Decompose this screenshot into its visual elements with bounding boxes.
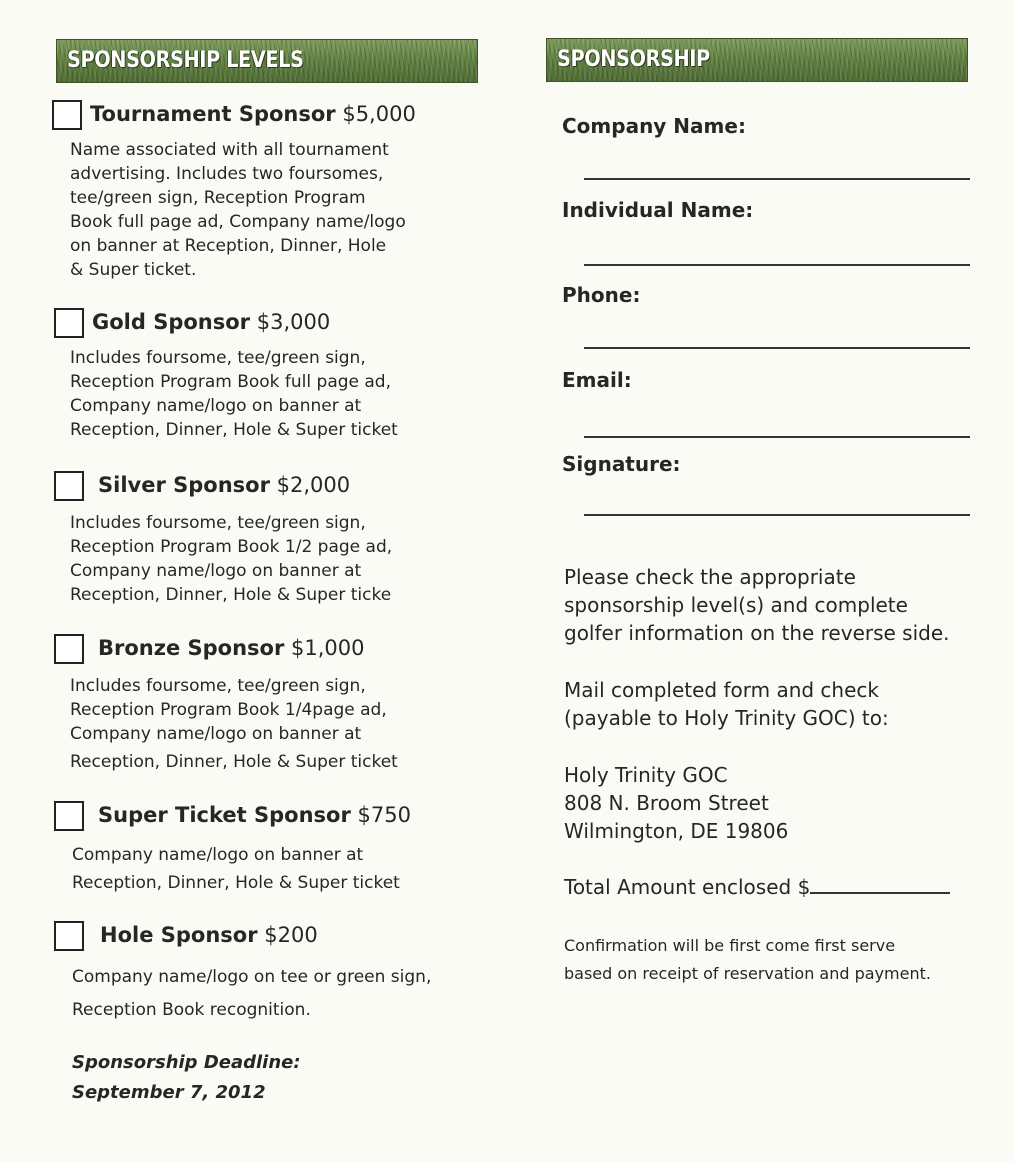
desc-line: on banner at Reception, Dinner, Hole	[70, 236, 387, 256]
silver-sponsor-checkbox[interactable]	[54, 471, 84, 501]
level-heading	[98, 636, 365, 660]
instructions-line: sponsorship level(s) and complete	[564, 593, 908, 617]
level-description	[70, 674, 450, 774]
level-price: $200	[264, 923, 318, 947]
instructions-line: golfer information on the reverse side.	[564, 621, 950, 645]
level-heading	[100, 923, 318, 947]
mail-intro-line: Mail completed form and check	[564, 678, 879, 702]
desc-line: Reception, Dinner, Hole & Super ticket	[70, 752, 398, 772]
level-heading	[90, 102, 416, 126]
mailing-address	[564, 761, 788, 845]
desc-line: Reception, Dinner, Hole & Super ticket	[72, 873, 400, 893]
desc-line: Includes foursome, tee/green sign,	[70, 513, 366, 533]
desc-line: Reception Program Book full page ad,	[70, 372, 391, 392]
signature-label: Signature:	[562, 452, 681, 476]
desc-line: Company name/logo on banner at	[70, 396, 362, 416]
level-price: $2,000	[276, 473, 351, 497]
instructions-line: Please check the appropriate	[564, 565, 856, 589]
level-name: Gold Sponsor	[92, 310, 251, 334]
level-heading	[92, 310, 330, 334]
level-description	[70, 511, 450, 607]
level-name: Bronze Sponsor	[98, 636, 285, 660]
confirmation-line: based on receipt of reservation and payment.	[564, 964, 931, 983]
confirmation-line: Confirmation will be first come first serve	[564, 936, 896, 955]
total-amount-field[interactable]	[810, 874, 950, 894]
desc-line: Company name/logo on banner at	[70, 561, 362, 581]
desc-line: Includes foursome, tee/green sign,	[70, 348, 366, 368]
address-line: 808 N. Broom Street	[564, 791, 769, 815]
mail-intro	[564, 676, 889, 732]
signature-field[interactable]	[584, 514, 970, 516]
level-name: Tournament Sponsor	[90, 102, 336, 126]
level-name: Silver Sponsor	[98, 473, 270, 497]
desc-line: tee/green sign, Reception Program	[70, 188, 366, 208]
individual-name-label: Individual Name:	[562, 198, 754, 222]
level-name: Super Ticket Sponsor	[98, 803, 351, 827]
deadline-date: September 7, 2012	[72, 1082, 266, 1103]
total-amount	[564, 873, 950, 901]
desc-line: Name associated with all tournament	[70, 140, 389, 160]
phone-label: Phone:	[562, 283, 641, 307]
desc-line: Reception Program Book 1/4page ad,	[70, 700, 387, 720]
instructions	[564, 563, 950, 647]
level-name: Hole Sponsor	[100, 923, 258, 947]
level-description	[70, 138, 450, 282]
desc-line: Reception Book recognition.	[72, 1000, 311, 1020]
desc-line: Company name/logo on banner at	[70, 724, 362, 744]
level-heading	[98, 473, 350, 497]
desc-line: & Super ticket.	[70, 260, 197, 280]
deadline-label: Sponsorship Deadline:	[72, 1052, 301, 1073]
level-price: $1,000	[291, 636, 365, 660]
desc-line: Book full page ad, Company name/logo	[70, 212, 406, 232]
super-ticket-sponsor-checkbox[interactable]	[54, 801, 84, 831]
hole-sponsor-checkbox[interactable]	[54, 921, 84, 951]
level-description	[72, 961, 452, 1027]
desc-line: Company name/logo on tee or green sign,	[72, 967, 432, 987]
desc-line: Reception Program Book 1/2 page ad,	[70, 537, 393, 557]
company-name-field[interactable]	[584, 178, 970, 180]
sponsorship-title: SPONSORSHIP	[557, 47, 710, 72]
level-description	[72, 841, 452, 897]
confirmation-note	[564, 932, 931, 988]
gold-sponsor-checkbox[interactable]	[54, 308, 84, 338]
sponsorship-levels-title: SPONSORSHIP LEVELS	[67, 48, 304, 73]
tournament-sponsor-checkbox[interactable]	[52, 100, 82, 130]
level-price: $5,000	[342, 102, 416, 126]
level-price: $750	[357, 803, 411, 827]
individual-name-field[interactable]	[584, 264, 970, 266]
desc-line: Company name/logo on banner at	[72, 845, 364, 865]
sponsorship-levels-banner	[56, 39, 478, 83]
level-price: $3,000	[256, 310, 331, 334]
address-line: Holy Trinity GOC	[564, 763, 728, 787]
desc-line: advertising. Includes two foursomes,	[70, 164, 384, 184]
bronze-sponsor-checkbox[interactable]	[54, 634, 84, 664]
mail-intro-line: (payable to Holy Trinity GOC) to:	[564, 706, 889, 730]
level-heading	[98, 803, 411, 827]
sponsorship-banner	[546, 38, 968, 82]
desc-line: Reception, Dinner, Hole & Super ticket	[70, 420, 398, 440]
total-amount-label: Total Amount enclosed $	[564, 875, 811, 899]
level-description	[70, 346, 450, 442]
desc-line: Includes foursome, tee/green sign,	[70, 676, 366, 696]
desc-line: Reception, Dinner, Hole & Super ticke	[70, 585, 392, 605]
email-label: Email:	[562, 368, 632, 392]
address-line: Wilmington, DE 19806	[564, 819, 789, 843]
sponsorship-deadline	[72, 1048, 301, 1108]
company-name-label: Company Name:	[562, 114, 746, 138]
phone-field[interactable]	[584, 347, 970, 349]
email-field[interactable]	[584, 436, 970, 438]
